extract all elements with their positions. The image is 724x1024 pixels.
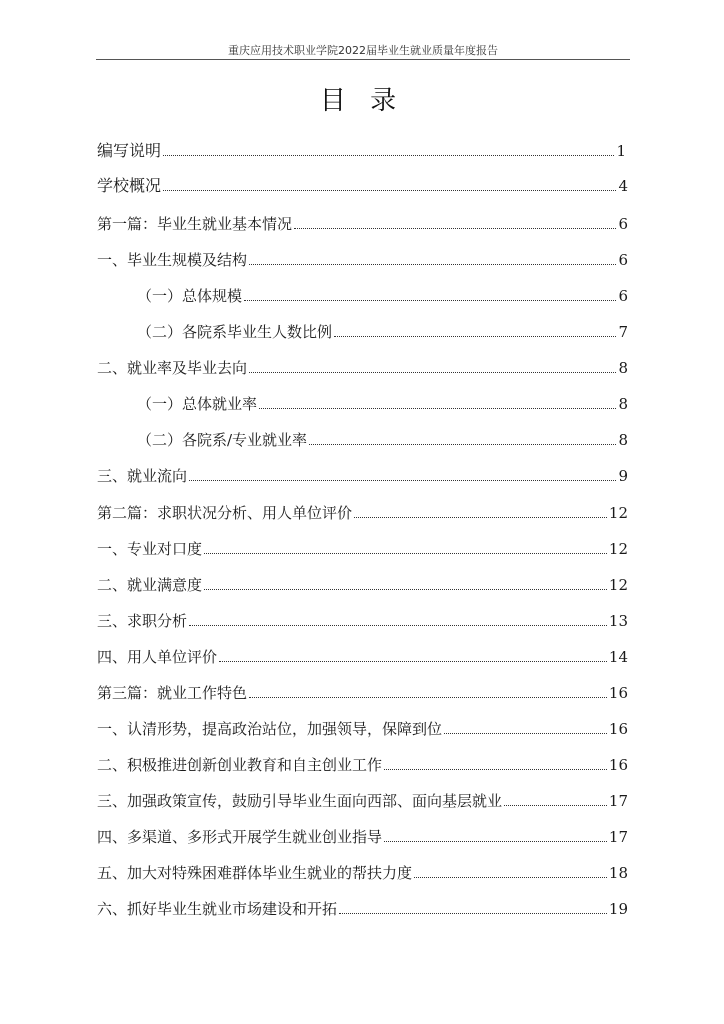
toc-entry-page: 13: [608, 612, 628, 630]
toc-entry-page: 6: [618, 287, 628, 305]
toc-entry-page: 8: [618, 395, 628, 413]
toc-entry[interactable]: [0, 427, 724, 449]
toc-entry-page: 6: [618, 215, 628, 233]
toc-leader-dots: [384, 768, 607, 770]
toc-entry-label: 六、抓好毕业生就业市场建设和开拓: [97, 900, 338, 918]
toc-entry-page: 7: [618, 323, 628, 341]
toc-entry-page: 8: [618, 431, 628, 449]
toc-title: 目 录: [319, 86, 405, 116]
toc-leader-dots: [334, 335, 616, 337]
toc-entry[interactable]: [0, 716, 724, 738]
toc-entry[interactable]: [0, 355, 724, 377]
toc-entry-page: 16: [608, 756, 628, 774]
toc-entry[interactable]: [0, 319, 724, 341]
toc-leader-dots: [219, 660, 607, 662]
toc-leader-dots: [354, 516, 607, 518]
toc-entry[interactable]: [0, 608, 724, 630]
toc-entry[interactable]: [0, 463, 724, 485]
toc-entry[interactable]: [0, 824, 724, 846]
toc-entry-page: 17: [608, 792, 628, 810]
toc-entry-page: 17: [608, 828, 628, 846]
toc-entry-label: 三、就业流向: [97, 467, 188, 485]
toc-leader-dots: [504, 804, 607, 806]
toc-entry-label: 二、就业满意度: [97, 576, 203, 594]
toc-entry-label: 一、毕业生规模及结构: [97, 251, 248, 269]
toc-leader-dots: [189, 479, 616, 481]
toc-entry-label: 第二篇：求职状况分析、用人单位评价: [97, 504, 353, 522]
toc-leader-dots: [249, 696, 607, 698]
toc-entry-label: 第一篇：毕业生就业基本情况: [97, 215, 293, 233]
toc-entry[interactable]: [0, 211, 724, 233]
toc-entry-page: 12: [608, 504, 628, 522]
toc-leader-dots: [204, 552, 607, 554]
toc-leader-dots: [204, 588, 607, 590]
toc-entry[interactable]: [0, 173, 724, 195]
toc-entry[interactable]: [0, 283, 724, 305]
toc-entry-page: 12: [608, 576, 628, 594]
toc-entry-label: 编写说明: [97, 141, 162, 160]
toc-leader-dots: [444, 732, 607, 734]
toc-entry-page: 16: [608, 720, 628, 738]
toc-leader-dots: [384, 840, 607, 842]
toc-entry-label: 二、就业率及毕业去向: [97, 359, 248, 377]
toc-entry-label: （一）总体就业率: [137, 395, 258, 413]
toc-entry-label: 四、用人单位评价: [97, 648, 218, 666]
toc-entry[interactable]: [0, 500, 724, 522]
toc-leader-dots: [339, 912, 607, 914]
toc-entry-page: 12: [608, 540, 628, 558]
toc-entry-label: （二）各院系毕业生人数比例: [137, 323, 333, 341]
toc-entry[interactable]: [0, 788, 724, 810]
toc-leader-dots: [259, 407, 616, 409]
toc-entry-label: 一、认清形势，提高政治站位，加强领导，保障到位: [97, 720, 443, 738]
toc-entry-label: 三、求职分析: [97, 612, 188, 630]
toc-entry-page: 1: [616, 142, 626, 160]
toc-leader-dots: [249, 371, 616, 373]
toc-entry-page: 14: [608, 648, 628, 666]
toc-entry-page: 6: [618, 251, 628, 269]
toc-entry-label: 第三篇：就业工作特色: [97, 684, 248, 702]
toc-leader-dots: [163, 189, 616, 191]
toc-entry-label: （一）总体规模: [137, 287, 243, 305]
toc-leader-dots: [189, 624, 607, 626]
toc-entry[interactable]: [0, 752, 724, 774]
toc-entry-page: 9: [618, 467, 628, 485]
toc-entry-label: （二）各院系/专业就业率: [137, 431, 308, 449]
toc-entry-page: 8: [618, 359, 628, 377]
toc-entry-page: 18: [608, 864, 628, 882]
toc-entry-label: 一、专业对口度: [97, 540, 203, 558]
toc-leader-dots: [414, 876, 607, 878]
toc-entry-label: 四、多渠道、多形式开展学生就业创业指导: [97, 828, 383, 846]
toc-entry[interactable]: [0, 138, 724, 160]
toc-entry-label: 二、积极推进创新创业教育和自主创业工作: [97, 756, 383, 774]
page-header: 重庆应用技术职业学院2022届毕业生就业质量年度报告: [228, 44, 498, 57]
toc-entry[interactable]: [0, 572, 724, 594]
toc-leader-dots: [294, 227, 616, 229]
toc-entry-page: 4: [618, 177, 628, 195]
toc-entry[interactable]: [0, 896, 724, 918]
toc-entry[interactable]: [0, 860, 724, 882]
toc-entry[interactable]: [0, 391, 724, 413]
toc-entry[interactable]: [0, 536, 724, 558]
toc-entry-page: 19: [608, 900, 628, 918]
toc-leader-dots: [309, 443, 616, 445]
toc-leader-dots: [163, 154, 614, 156]
toc-leader-dots: [244, 299, 616, 301]
toc-entry-page: 16: [608, 684, 628, 702]
toc-entry-label: 三、加强政策宣传，鼓励引导毕业生面向西部、面向基层就业: [97, 792, 503, 810]
toc-leader-dots: [249, 263, 616, 265]
toc-entry[interactable]: [0, 644, 724, 666]
toc-entry[interactable]: [0, 247, 724, 269]
toc-entry[interactable]: [0, 680, 724, 702]
toc-entry-label: 学校概况: [97, 176, 162, 195]
toc-entry-label: 五、加大对特殊困难群体毕业生就业的帮扶力度: [97, 864, 413, 882]
